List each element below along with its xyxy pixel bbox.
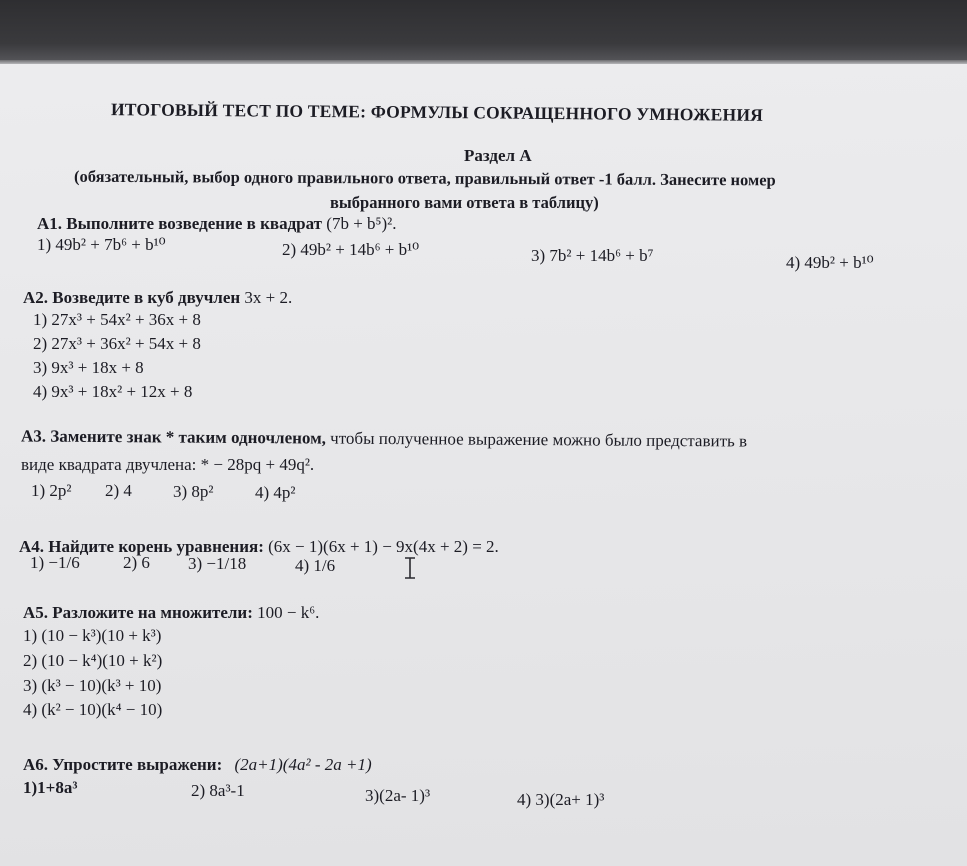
answer-option: 4) 3)(2a+ 1)³ (517, 790, 605, 809)
question-label: А3. Замените знак * таким одночленом, (20, 426, 327, 448)
answer-option: 3)(2a- 1)³ (365, 786, 431, 805)
answer-option: 2) 27x³ + 36x² + 54x + 8 (33, 334, 201, 353)
question-text: чтобы полученное выражение можно было представить в (330, 428, 748, 451)
question-expression: (6x − 1)(6x + 1) − 9x(4x + 2) = 2. (268, 537, 499, 556)
answer-option: 2) 6 (123, 553, 150, 572)
answer-option: 3) (k³ − 10)(k³ + 10) (23, 676, 162, 695)
question-label: А2. Возведите в куб двучлен (23, 288, 241, 307)
answer-option: 1) 49b² + 7b⁶ + b¹⁰ (37, 235, 166, 254)
answer-option: 1) 2p² (31, 481, 72, 500)
section-note-line1: (обязательный, выбор одного правильного ответа, правильный ответ -1 балл. Занесите номер (73, 166, 776, 190)
document-title: ИТОГОВЫЙ ТЕСТ ПО ТЕМЕ: ФОРМУЛЫ СОКРАЩЕННОГО УМНОЖЕНИЯ (110, 99, 764, 125)
answer-option: 4) 1/6 (295, 556, 336, 575)
question-a6 (23, 755, 372, 775)
answer-option: 3) 9x³ + 18x + 8 (33, 358, 144, 377)
question-a5 (23, 603, 319, 623)
answer-option: 1) (10 − k³)(10 + k³) (23, 626, 162, 645)
question-a4 (19, 537, 499, 557)
answer-option: 1) 27x³ + 54x² + 36x + 8 (33, 310, 201, 329)
answer-option: 2) 8a³-1 (191, 781, 245, 800)
question-expression: (2a+1)(4a² - 2a +1) (234, 755, 372, 774)
question-label: А6. Упростите выражени: (23, 755, 223, 774)
question-expression: 100 − k⁶. (257, 603, 320, 622)
question-expression: (7b + b⁵)². (326, 214, 397, 233)
answer-option: 4) 49b² + b¹⁰ (786, 253, 874, 272)
question-expression: 3x + 2. (244, 288, 293, 307)
section-title: Раздел А (464, 146, 532, 165)
answer-option: 1) −1/6 (30, 553, 80, 572)
answer-option: 3) −1/18 (188, 554, 247, 573)
question-a3-line2: виде квадрата двучлена: * − 28pq + 49q². (21, 455, 315, 474)
answer-option: 4) 4p² (255, 483, 296, 502)
question-label: А4. Найдите корень уравнения: (19, 537, 264, 556)
answer-option: 4) (k² − 10)(k⁴ − 10) (23, 700, 163, 719)
answer-option: 2) (10 − k⁴)(10 + k²) (23, 651, 163, 670)
dark-top-bezel (0, 0, 967, 62)
answer-option: 4) 9x³ + 18x² + 12x + 8 (33, 382, 193, 401)
question-label: А5. Разложите на множители: (23, 603, 253, 622)
answer-option: 2) 4 (105, 481, 132, 500)
question-label: А1. Выполните возведение в квадрат (37, 214, 323, 233)
question-a1 (37, 214, 396, 234)
text-cursor-icon (403, 557, 417, 579)
question-a2 (23, 288, 292, 308)
section-note-line2: выбранного вами ответа в таблицу) (330, 193, 599, 212)
answer-option: 3) 7b² + 14b⁶ + b⁷ (531, 246, 654, 265)
answer-option: 1)1+8a³ (23, 778, 78, 797)
answer-option: 2) 49b² + 14b⁶ + b¹⁰ (282, 240, 420, 259)
answer-option: 3) 8p² (173, 482, 214, 501)
